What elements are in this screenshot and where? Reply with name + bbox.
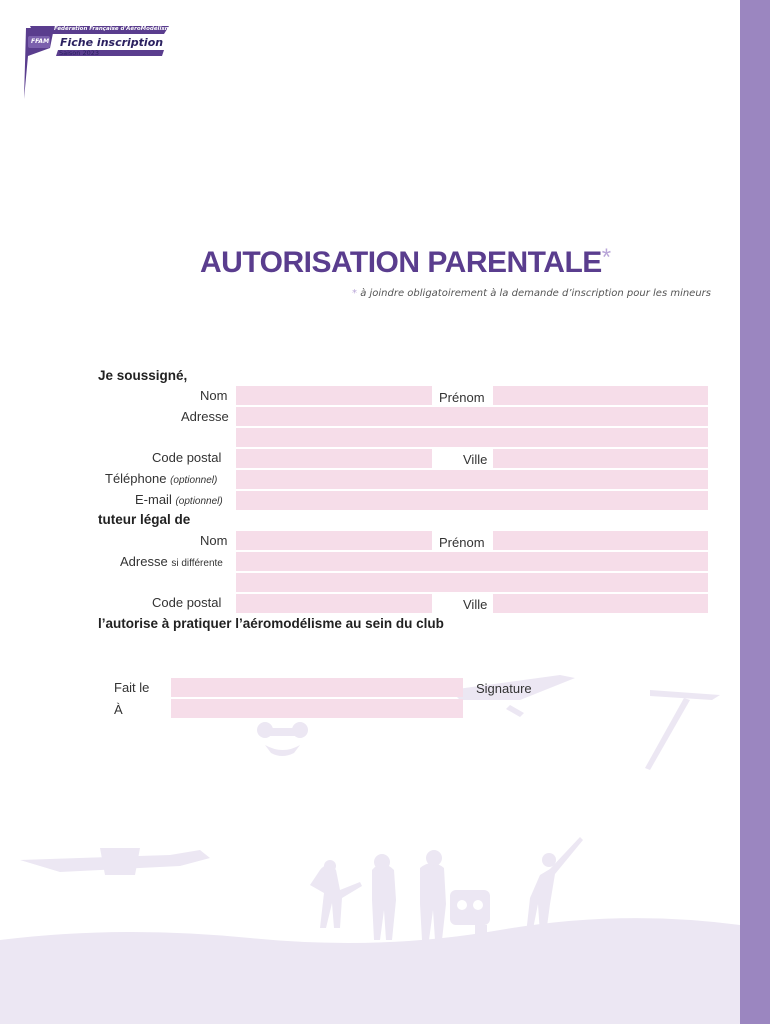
page-title-text: AUTORISATION PARENTALE — [200, 246, 602, 279]
field-code-postal[interactable] — [236, 449, 432, 468]
label-prenom-2: Prénom — [439, 535, 485, 550]
label-prenom: Prénom — [439, 390, 485, 405]
title-note — [352, 288, 711, 299]
label-telephone-text: Téléphone — [105, 471, 167, 486]
label-email-text: E-mail — [135, 492, 172, 507]
ffam-logo-text: FFAM — [31, 38, 50, 45]
label-adresse-2-text: Adresse — [120, 554, 168, 569]
field-nom-2[interactable] — [236, 531, 432, 550]
label-adresse: Adresse — [181, 409, 229, 424]
section-tuteur-legal: tuteur légal de — [98, 512, 191, 527]
label-code-postal-2: Code postal — [152, 595, 222, 610]
field-ville-2[interactable] — [493, 594, 708, 613]
label-ville-2: Ville — [463, 597, 488, 612]
federation-name: Fédération Française d'AéroModélisme — [54, 26, 175, 32]
field-fait-le[interactable] — [171, 678, 463, 697]
field-prenom-2[interactable] — [493, 531, 708, 550]
label-fait-le: Fait le — [114, 680, 150, 695]
header-season: Saison 2023 — [59, 49, 100, 57]
field-adresse-line2[interactable] — [236, 428, 708, 447]
field-adresse-2-line2[interactable] — [236, 573, 708, 592]
section-autorisation: l’autorise à pratiquer l’aéromodélisme au sein du club — [98, 616, 444, 631]
note-text: à joindre obligatoirement à la demande d’inscription pour les mineurs — [357, 288, 711, 299]
note-asterisk: * — [352, 288, 358, 299]
label-nom: Nom — [200, 388, 228, 403]
section-je-soussigne: Je soussigné, — [98, 368, 188, 383]
label-a: À — [114, 702, 123, 717]
label-adresse-2 — [120, 554, 223, 569]
label-telephone-hint: (optionnel) — [170, 475, 218, 486]
title-asterisk: * — [601, 244, 611, 271]
field-a[interactable] — [171, 699, 463, 718]
side-color-bar — [740, 0, 770, 1024]
label-code-postal: Code postal — [152, 450, 222, 465]
label-email-hint: (optionnel) — [175, 496, 223, 507]
header-title: Fiche inscription — [60, 36, 164, 49]
label-ville: Ville — [463, 452, 488, 467]
label-adresse-2-hint: si différente — [171, 558, 223, 569]
field-nom[interactable] — [236, 386, 432, 405]
page-title — [200, 246, 611, 280]
field-adresse-2-line1[interactable] — [236, 552, 708, 571]
header-logo-block — [24, 26, 174, 101]
field-telephone[interactable] — [236, 470, 708, 489]
label-signature: Signature — [476, 681, 532, 696]
field-ville[interactable] — [493, 449, 708, 468]
field-adresse-line1[interactable] — [236, 407, 708, 426]
label-nom-2: Nom — [200, 533, 228, 548]
field-email[interactable] — [236, 491, 708, 510]
field-code-postal-2[interactable] — [236, 594, 432, 613]
label-telephone — [105, 471, 217, 486]
field-prenom[interactable] — [493, 386, 708, 405]
label-email — [135, 492, 223, 507]
